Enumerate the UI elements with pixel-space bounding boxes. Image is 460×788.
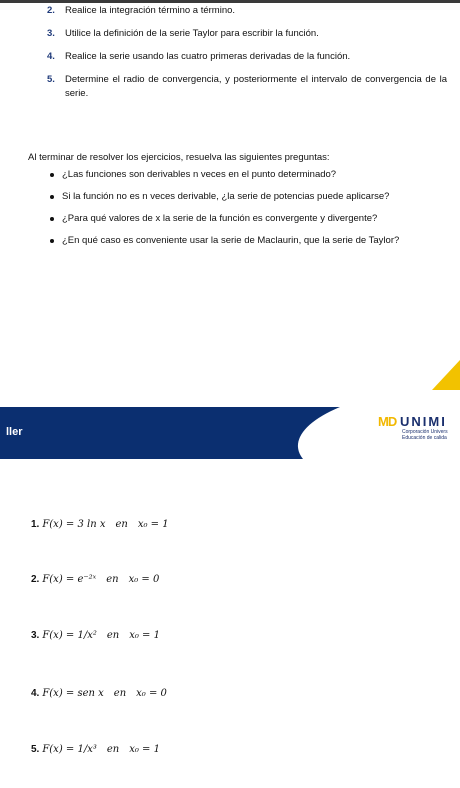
exercise-item <box>31 574 159 585</box>
decorative-corner-triangle <box>432 360 460 390</box>
exercise-number: 4. <box>31 688 40 699</box>
step-item <box>47 27 447 41</box>
exercise-function: F(x) = sen x <box>42 688 104 699</box>
exercise-function: F(x) = 1/x³ <box>42 744 97 755</box>
step-number: 5. <box>47 74 55 85</box>
logo-subtitle-line1: Corporación Univers <box>402 429 448 435</box>
exercise-function: F(x) = e⁻²ˣ <box>42 574 97 585</box>
step-text: Determine el radio de convergencia, y posteriormente el intervalo de convergencia de la serie. <box>65 74 447 99</box>
step-item <box>47 4 447 18</box>
university-logo <box>378 412 460 452</box>
exercise-point: x₀ = 0 <box>136 688 167 699</box>
question-item: Si la función no es n veces derivable, ¿la serie de potencias puede aplicarse? <box>50 190 450 204</box>
logo-mark: MD <box>378 414 397 429</box>
exercise-en: en <box>115 519 128 530</box>
exercise-en: en <box>106 630 120 641</box>
exercise-point: x₀ = 1 <box>129 744 160 755</box>
exercise-function: F(x) = 3 ln x <box>42 519 106 530</box>
exercise-point: x₀ = 1 <box>137 519 169 530</box>
logo-wordmark: UNIMI <box>400 414 447 429</box>
question-item: ¿Para qué valores de x la serie de la función es convergente y divergente? <box>50 212 450 226</box>
exercise-item <box>31 744 160 755</box>
step-item <box>47 73 447 101</box>
steps-list <box>47 4 447 110</box>
questions-intro: Al terminar de resolver los ejercicios, resuelva las siguientes preguntas: <box>28 152 330 163</box>
exercise-point: x₀ = 1 <box>129 630 160 641</box>
step-number: 4. <box>47 51 55 62</box>
step-text: Utilice la definición de la serie Taylor para escribir la función. <box>65 28 319 39</box>
exercise-number: 1. <box>31 519 40 530</box>
exercise-function: F(x) = 1/x² <box>42 630 97 641</box>
step-number: 2. <box>47 5 55 16</box>
step-text: Realice la integración término a término. <box>65 5 236 16</box>
exercise-en: en <box>106 574 119 585</box>
exercise-number: 5. <box>31 744 40 755</box>
step-text: Realice la serie usando las cuatro primeras derivadas de la función. <box>65 51 351 62</box>
banner-left-text: ller <box>6 426 23 438</box>
questions-list <box>50 168 450 256</box>
exercise-en: en <box>113 688 127 699</box>
logo-subtitle-line2: Educación de calida <box>402 435 447 441</box>
top-divider <box>0 0 460 3</box>
exercise-item <box>31 519 169 530</box>
step-item <box>47 50 447 64</box>
question-item: ¿Las funciones son derivables n veces en el punto determinado? <box>50 168 450 182</box>
exercise-number: 2. <box>31 574 40 585</box>
exercise-number: 3. <box>31 630 40 641</box>
exercise-item <box>31 630 160 641</box>
exercise-en: en <box>106 744 120 755</box>
question-item: ¿En qué caso es conveniente usar la serie de Maclaurin, que la serie de Taylor? <box>50 234 450 248</box>
exercise-item <box>31 688 167 699</box>
step-number: 3. <box>47 28 55 39</box>
exercise-point: x₀ = 0 <box>128 574 160 585</box>
